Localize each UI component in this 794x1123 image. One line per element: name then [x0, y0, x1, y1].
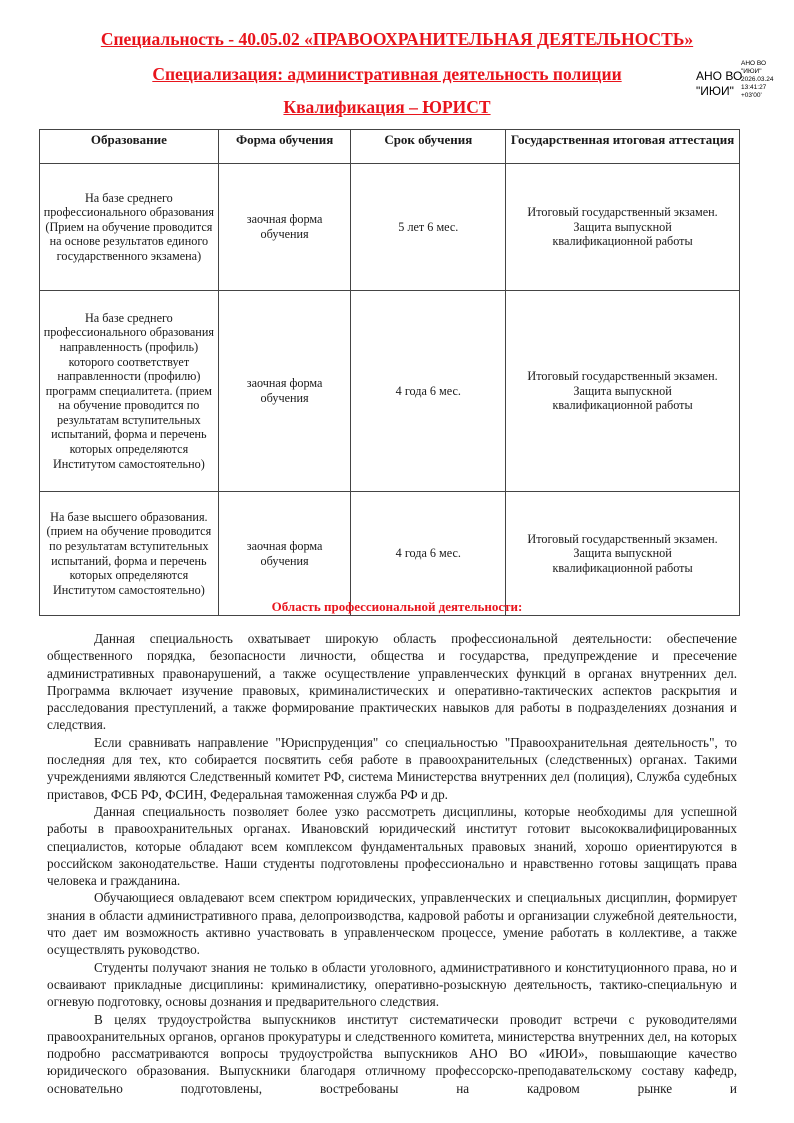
header-attestation: Государственная итоговая аттестация [506, 130, 740, 164]
cell-education: На базе высшего образования. (прием на обучение проводится по результатам вступительных испытаний, форма и перечень которых определяются Институтом самостоятельно) [40, 492, 219, 616]
stamp-small-line1: АНО ВО [741, 60, 767, 67]
paragraph: Данная специальность охватывает широкую область профессиональной деятельности: обеспечение общественного порядка, безопасности личности, общества и государства, предупреждение и пресечение административных правонарушений, а также осуществление управленческих функций в органах внутренних дел. Программа включает изучение правовых, криминалистических и оперативно-тактических аспектов раскрытия и расследования преступлений, а также формирование практических навыков для работы в подразделениях дознания и следствия. [47, 631, 737, 733]
cell-study-form: заочная форма обучения [218, 291, 351, 492]
header-duration: Срок обучения [351, 130, 506, 164]
paragraph: Обучающиеся овладевают всем спектром юридических, управленческих и специальных дисциплин, формирует знания в области административного права, делопроизводства, кадровой работы и организации служебной деятельности, что дает им возможность активно участвовать в управленческом процессе, умение работать в коллективе, а также осуществлять руководство. [47, 890, 737, 958]
attestation-exam: Итоговый государственный экзамен. [527, 205, 718, 220]
paragraph: Студенты получают знания не только в области уголовного, административного и конституционного права, но и осваивают прикладные дисциплины: криминалистику, оперативно-розыскную деятельность, тактико-специальную и огневую подготовку, основы дознания и предварительного следствия. [47, 959, 737, 1010]
header-study-form: Форма обучения [218, 130, 351, 164]
attestation-thesis: Защита выпускной квалификационной работы [552, 219, 693, 249]
cell-education: На базе среднего профессионального образования направленность (профиль) которого соответствует направленности (профилю) программ специалитета. (прием на обучение проводится по результатам вступительных испытаний, форма и перечень которых определяются Институтом самостоятельно) [40, 291, 219, 492]
signature-stamp-org [696, 69, 742, 99]
paragraph: Данная специальность позволяет более узко рассмотреть дисциплины, которые необходимы для успешной работы в правоохранительных органах. Ивановский юридический институт готовит высококвалифицированных специалистов, которые обладают всем комплексом фундаментальных правовых знаний, хорошо ориентируются в российском законодательстве. Наши студенты подготовлены профессионально и нравственно готовы защищать права человека и гражданина. [47, 803, 737, 889]
cell-duration: 4 года 6 мес. [351, 492, 506, 616]
paragraph: В целях трудоустройства выпускников институт систематически проводит встречи с руководителями правоохранительных органов, органов прокуратуры и следственного комитета, министерства внутренних дел, на которых подробно рассматриваются вопросы трудоустройства выпускников АНО ВО «ИЮИ», повышающие качество юридического образования. Выпускники благодаря отличному профессорско-преподавательскому составу кафедр, основательно подготовлены, востребованы на кадровом рынке и [47, 1011, 737, 1096]
qualification-title: Квалификация – ЮРИСТ [283, 97, 491, 117]
specialty-title: Специальность - 40.05.02 «ПРАВООХРАНИТЕЛЬНАЯ ДЕЯТЕЛЬНОСТЬ» [100, 29, 694, 49]
stamp-time: 13:41:27 [741, 84, 767, 91]
header-education: Образование [40, 130, 219, 164]
cell-education: На базе среднего профессионального образования (Прием на обучение проводится на основе результатов единого государственного экзамена) [40, 164, 219, 291]
signature-stamp-details [741, 60, 774, 100]
cell-attestation [506, 164, 740, 291]
cell-attestation [506, 291, 740, 492]
cell-duration: 4 года 6 мес. [351, 291, 506, 492]
stamp-timezone: +03'00' [741, 92, 762, 99]
attestation-thesis: Защита выпускной квалификационной работы [552, 383, 693, 413]
cell-duration: 5 лет 6 мес. [351, 164, 506, 291]
attestation-exam: Итоговый государственный экзамен. [527, 369, 718, 384]
body-text [47, 630, 737, 1097]
section-title-professional-area: Область профессиональной деятельности: [271, 599, 523, 614]
stamp-date: 2026.03.24 [741, 76, 774, 83]
cell-study-form: заочная форма обучения [218, 492, 351, 616]
attestation-thesis: Защита выпускной квалификационной работы [552, 546, 693, 575]
stamp-small-line2: "ИЮИ" [741, 68, 762, 75]
stamp-org-line2: "ИЮИ" [696, 84, 734, 98]
table-row [40, 291, 740, 492]
study-forms-table [39, 129, 740, 616]
cell-study-form: заочная форма обучения [218, 164, 351, 291]
attestation-exam: Итоговый государственный экзамен. [527, 531, 718, 546]
specialization-title: Специализация: административная деятельность полиции [152, 64, 622, 84]
stamp-org-line1: АНО ВО [696, 69, 743, 83]
table-row [40, 164, 740, 291]
paragraph: Если сравнивать направление "Юриспруденция" со специальностью "Правоохранительная деятельность", то последняя для тех, кто собирается посвятить себя работе в правоохранительных (следственных) органах. Такими учреждениями являются Следственный комитет РФ, система Министерства внутренних дел (полиция), Служба судебных приставов, ФСБ РФ, ФСИН, Федеральная таможенная служба РФ и др. [47, 734, 737, 802]
table-row [40, 492, 740, 616]
cell-attestation [506, 492, 740, 616]
table-header-row [40, 130, 740, 164]
